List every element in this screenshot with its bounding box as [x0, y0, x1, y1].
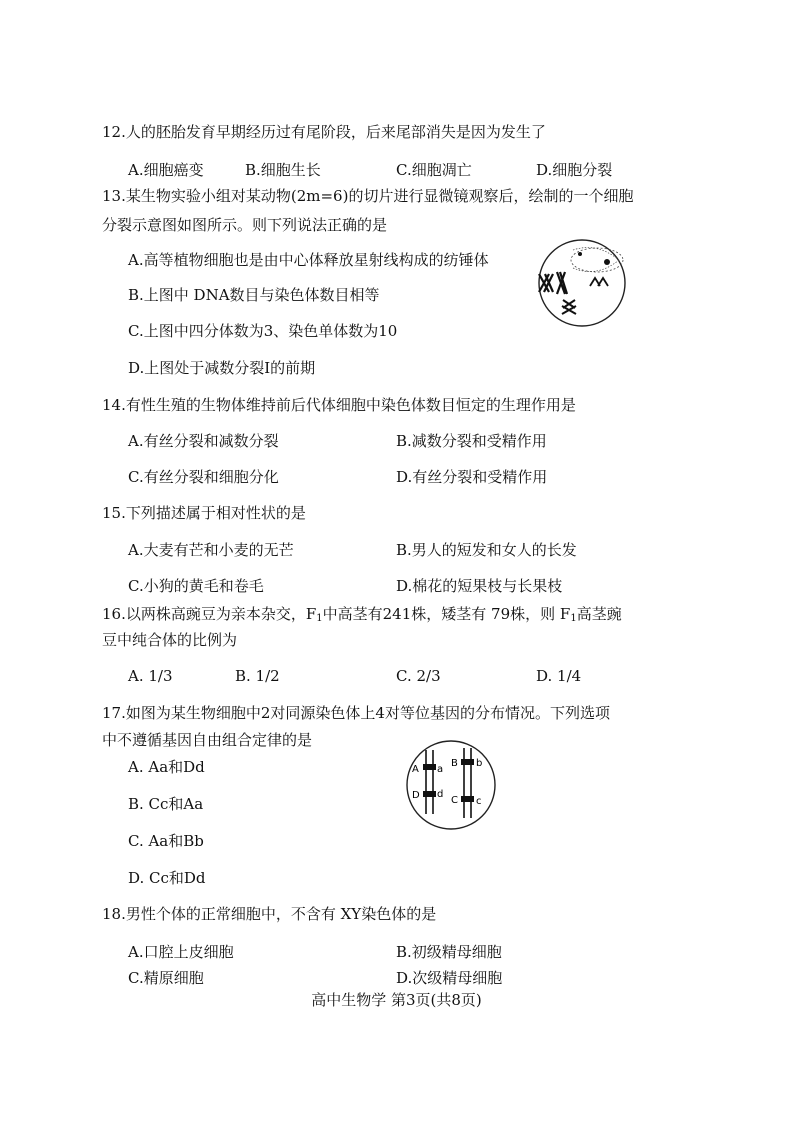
page-footer: 高中生物学 第3页(共8页)	[311, 991, 482, 1009]
q18-stem: 18.男性个体的正常细胞中，不含有 XY染色体的是	[102, 905, 437, 923]
q12-stem: 12.人的胚胎发育早期经历过有尾阶段，后来尾部消失是因为发生了	[102, 123, 546, 141]
gene-label-B: B	[451, 758, 458, 769]
q17-option-a: A. Aa和Dd	[128, 758, 205, 776]
q16-option-b: B. 1/2	[235, 667, 280, 685]
gene-label-a: a	[437, 764, 444, 775]
q18-option-d: D.次级精母细胞	[396, 969, 503, 987]
q14-option-d: D.有丝分裂和受精作用	[396, 468, 548, 486]
q16-stem-part1: 16.以两株高豌豆为亲本杂交，F	[102, 605, 317, 623]
q18-option-a: A.口腔上皮细胞	[128, 943, 234, 961]
q12-option-a: A.细胞癌变	[128, 161, 204, 179]
q16-option-c: C. 2/3	[396, 667, 441, 685]
q18-option-b: B.初级精母细胞	[396, 943, 502, 961]
q17-stem-line2: 中不遵循基因自由组合定律的是	[102, 731, 313, 749]
q15-option-d: D.棉花的短果枝与长果枝	[396, 577, 563, 595]
q13-option-d: D.上图处于减数分裂Ⅰ的前期	[128, 359, 316, 377]
q17-option-c: C. Aa和Bb	[128, 832, 204, 850]
q14-option-c: C.有丝分裂和细胞分化	[128, 468, 279, 486]
q12-option-c: C.细胞凋亡	[396, 161, 472, 179]
q14-option-a: A.有丝分裂和减数分裂	[128, 432, 279, 450]
q13-stem-line1: 13.某生物实验小组对某动物(2m=6)的切片进行显微镜观察后，绘制的一个细胞	[102, 187, 634, 205]
q13-cell-division-figure	[525, 238, 639, 328]
gene-label-C: C	[451, 795, 458, 806]
q14-stem: 14.有性生殖的生物体维持前后代体细胞中染色体数目恒定的生理作用是	[102, 396, 576, 414]
q12-option-d: D.细胞分裂	[536, 161, 613, 179]
q16-stem-part3: 高茎豌	[576, 605, 622, 623]
q13-option-a: A.高等植物细胞也是由中心体释放星射线构成的纺锤体	[128, 251, 489, 269]
gene-label-b: b	[476, 758, 483, 769]
q16-stem-part2: 中高茎有241株，矮茎有 79株，则 F	[322, 605, 571, 623]
q15-option-b: B.男人的短发和女人的长发	[396, 541, 577, 559]
q18-option-c: C.精原细胞	[128, 969, 204, 987]
q16-subscript-2: 1	[570, 613, 577, 624]
q17-stem-line1: 17.如图为某生物细胞中2对同源染色体上4对等位基因的分布情况。下列选项	[102, 704, 610, 722]
gene-label-d: d	[437, 789, 444, 800]
q17-option-d: D. Cc和Dd	[128, 869, 206, 887]
gene-label-c: c	[476, 796, 482, 807]
q13-option-c: C.上图中四分体数为3、染色单体数为10	[128, 322, 398, 340]
q13-stem-line2: 分裂示意图如图所示。则下列说法正确的是	[102, 216, 388, 234]
q16-stem-line2: 豆中纯合体的比例为	[102, 631, 238, 649]
q15-stem: 15.下列描述属于相对性状的是	[102, 504, 306, 522]
q16-subscript-1: 1	[316, 613, 323, 624]
q12-option-b: B.细胞生长	[245, 161, 321, 179]
q15-option-c: C.小狗的黄毛和卷毛	[128, 577, 264, 595]
q16-option-a: A. 1/3	[128, 667, 173, 685]
q15-option-a: A.大麦有芒和小麦的无芒	[128, 541, 294, 559]
q17-option-b: B. Cc和Aa	[128, 795, 204, 813]
q13-option-b: B.上图中 DNA数目与染色体数目相等	[128, 286, 380, 304]
gene-label-A: A	[412, 764, 419, 775]
q14-option-b: B.减数分裂和受精作用	[396, 432, 547, 450]
q16-stem-line1	[102, 604, 622, 629]
q17-chromosome-figure	[406, 740, 496, 830]
gene-label-D: D	[412, 790, 420, 801]
q16-option-d: D. 1/4	[536, 667, 582, 685]
